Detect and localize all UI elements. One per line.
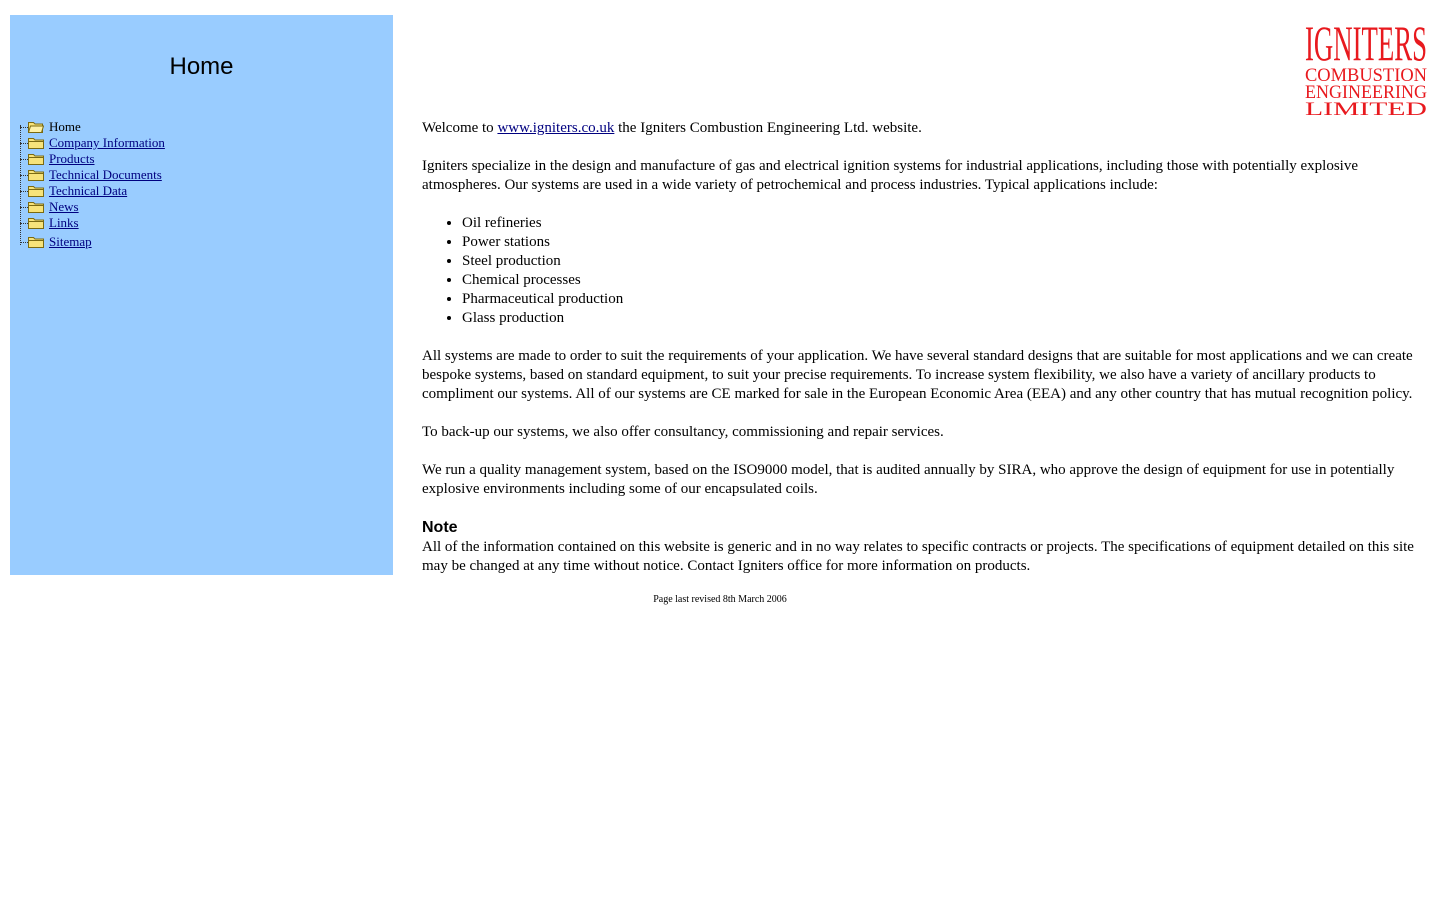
nav-link-technical-documents[interactable]: Technical Documents: [49, 167, 162, 182]
nav-link-company-information[interactable]: Company Information: [49, 135, 165, 150]
nav-tree: [17, 119, 377, 250]
logo-line-combustion: COMBUSTION: [1305, 65, 1428, 86]
company-logo: [1300, 16, 1432, 116]
sidebar-title: Home: [169, 53, 234, 80]
folder-icon: [28, 169, 44, 181]
nav-item-sitemap[interactable]: [17, 234, 377, 250]
applications-list: [422, 214, 1426, 328]
folder-icon: [28, 217, 44, 229]
folder-icon: [28, 185, 44, 197]
nav-item-company-information[interactable]: [17, 135, 377, 151]
folder-icon: [28, 137, 44, 149]
main-content: [422, 119, 1426, 576]
sidebar: [10, 15, 393, 575]
nav-link-sitemap[interactable]: Sitemap: [49, 234, 92, 249]
nav-item-links[interactable]: [17, 215, 377, 231]
systems-paragraph: All systems are made to order to suit the requirements of your application. We have several standard designs that are suitable for most applications and we can create bespoke systems, based on standard equipment, to suit your precise requirements. To increase system flexibility, we also have a variety of ancillary products to compliment our systems. All of our systems are CE marked for sale in the European Economic Area (EEA) and any other country that has mutual recognition policy.: [422, 348, 1413, 402]
welcome-prefix: Welcome to: [422, 120, 498, 136]
nav-link-products[interactable]: Products: [49, 151, 95, 166]
nav-item-technical-data[interactable]: [17, 183, 377, 199]
logo-line-igniters: IGNITERS: [1305, 16, 1427, 71]
list-item: • Oil refineries: [462, 214, 1426, 233]
page-revised-footer: Page last revised 8th March 2006: [653, 594, 787, 605]
nav-item-technical-documents[interactable]: [17, 167, 377, 183]
list-item: • Chemical processes: [462, 271, 1426, 290]
nav-link-news[interactable]: News: [49, 199, 79, 214]
nav-label-home: Home: [49, 119, 81, 134]
intro-paragraph: Igniters specialize in the design and manufacture of gas and electrical ignition systems for industrial applications, including those with potentially explosive atmospheres. Our systems are used in a wide variety of petrochemical and process industries. Typical applications include:: [422, 158, 1359, 193]
logo-line-limited: LIMITED: [1305, 99, 1427, 116]
nav-item-home[interactable]: [17, 119, 377, 135]
folder-icon: [28, 236, 44, 248]
nav-link-technical-data[interactable]: Technical Data: [49, 183, 128, 198]
folder-icon: [28, 201, 44, 213]
nav-item-news[interactable]: [17, 199, 377, 215]
welcome-suffix: the Igniters Combustion Engineering Ltd. website.: [614, 120, 922, 136]
folder-icon: [28, 153, 44, 165]
quality-paragraph: We run a quality management system, based on the ISO9000 model, that is audited annually by SIRA, who approve the design of equipment for use in potentially explosive environments including some of our encapsulated coils.: [422, 462, 1395, 497]
note-paragraph: All of the information contained on this website is generic and in no way relates to specific contracts or projects. The specifications of equipment detailed on this site may be changed at any time without notice. Contact Igniters office for more information on products.: [422, 539, 1414, 574]
list-item: • Glass production: [462, 309, 1426, 328]
list-item: • Power stations: [462, 233, 1426, 252]
backup-paragraph: To back-up our systems, we also offer consultancy, commissioning and repair services.: [422, 424, 944, 440]
logo-line-engineering: ENGINEERING: [1305, 82, 1428, 103]
site-url-link[interactable]: www.igniters.co.uk: [497, 120, 615, 136]
nav-link-links[interactable]: Links: [49, 215, 79, 230]
welcome-paragraph: [422, 119, 1426, 138]
list-item: • Pharmaceutical production: [462, 290, 1426, 309]
open-folder-icon: [28, 121, 44, 133]
note-heading: Note: [422, 519, 458, 536]
list-item: • Steel production: [462, 252, 1426, 271]
nav-item-products[interactable]: [17, 151, 377, 167]
